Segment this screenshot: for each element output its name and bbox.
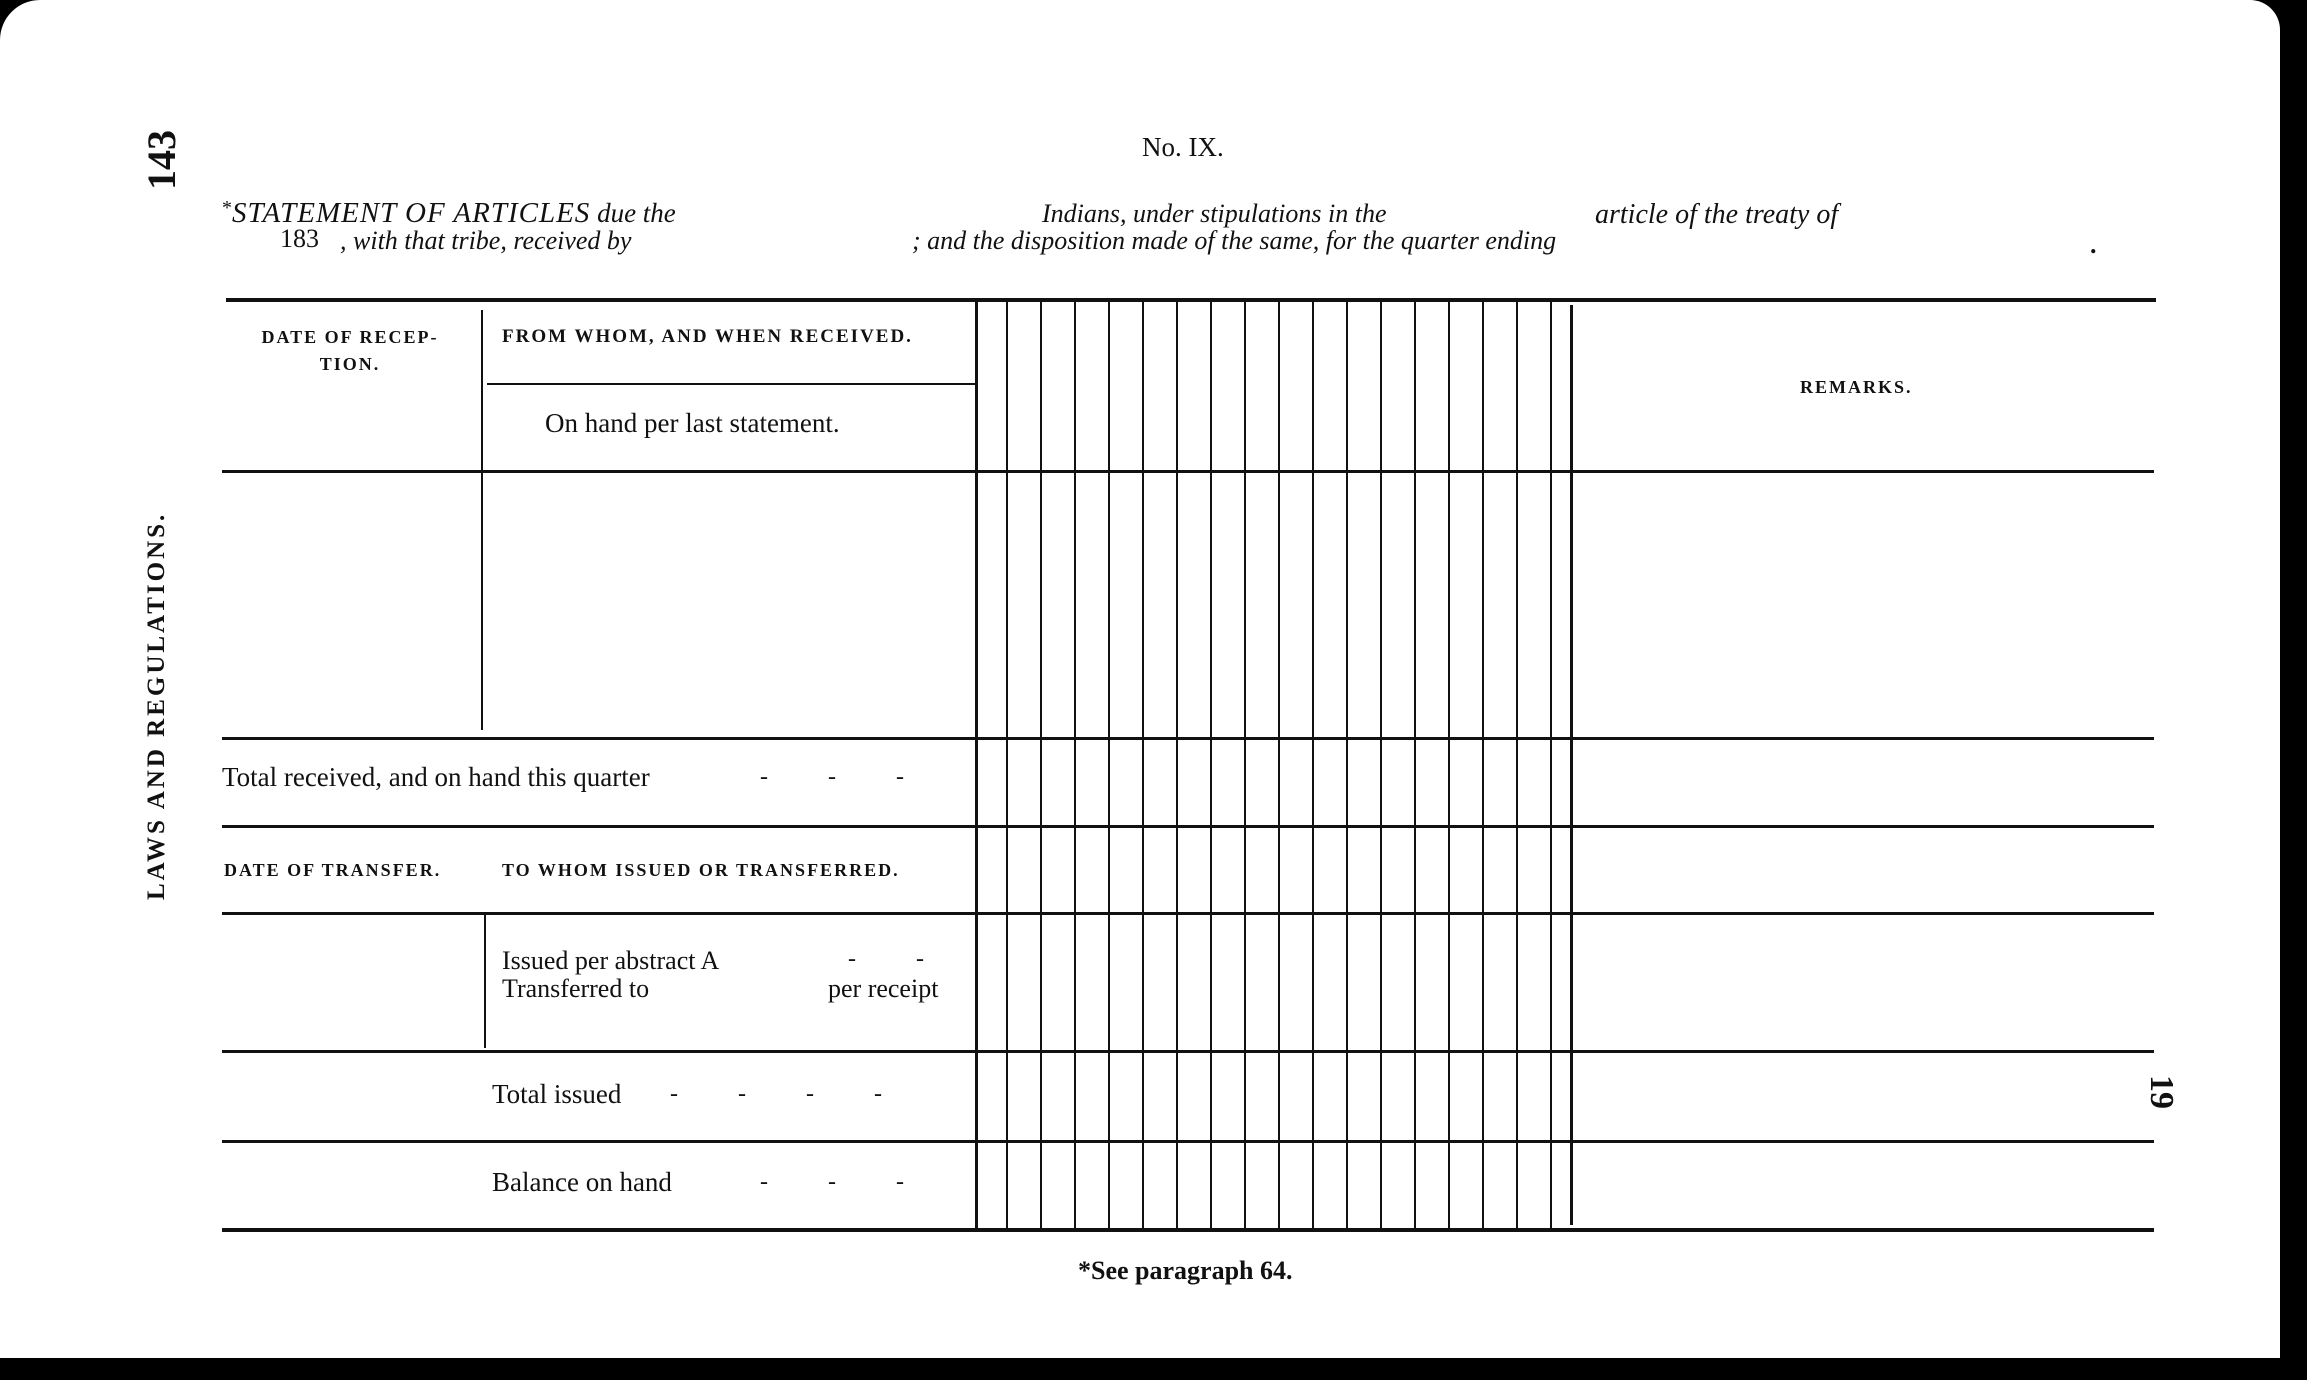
dashes-balance: - - - [760, 1169, 904, 1195]
footnote: *See paragraph 64. [1078, 1256, 1293, 1285]
form-number: No. IX. [1142, 132, 1224, 162]
side-title: LAWS AND REGULATIONS. [143, 511, 170, 900]
dashes-issued: - - [848, 946, 924, 972]
total-issued: Total issued [492, 1079, 622, 1109]
heading-asterisk: * [222, 197, 232, 219]
issued-per-abstract: Issued per abstract A [502, 946, 720, 975]
heading-indians: Indians, under stipulations in the [1042, 199, 1387, 228]
page-number-left: 143 [139, 130, 184, 190]
col-from-whom: FROM WHOM, AND WHEN RECEIVED. [502, 326, 913, 347]
heading-due-the: due the [597, 198, 676, 228]
heading-article-treaty: article of the treaty of [1595, 199, 1839, 230]
heading-received-by: , with that tribe, received by [340, 226, 632, 255]
heading-year: 183 [280, 224, 319, 253]
heading-title: STATEMENT OF ARTICLES [232, 197, 591, 229]
on-hand-last: On hand per last statement. [545, 408, 840, 438]
page-number-right: 19 [2143, 1075, 2180, 1109]
per-receipt: per receipt [828, 974, 939, 1003]
col-to-whom: TO WHOM ISSUED OR TRANSFERRED. [502, 860, 900, 880]
dashes-total-issued: - - - - [670, 1081, 882, 1107]
dashes-total-received: - - - [760, 764, 904, 790]
total-received: Total received, and on hand this quarter [222, 762, 650, 792]
heading-disposition: ; and the disposition made of the same, for the quarter ending [912, 226, 1557, 255]
heading-period: . [2090, 230, 2097, 259]
col-date-transfer: DATE OF TRANSFER. [224, 860, 442, 880]
remarks-header: REMARKS. [1800, 377, 1913, 397]
col-date-reception: DATE OF RECEP- TION. [261, 327, 439, 374]
balance-on-hand: Balance on hand [492, 1167, 672, 1197]
transferred-to: Transferred to [502, 974, 650, 1003]
